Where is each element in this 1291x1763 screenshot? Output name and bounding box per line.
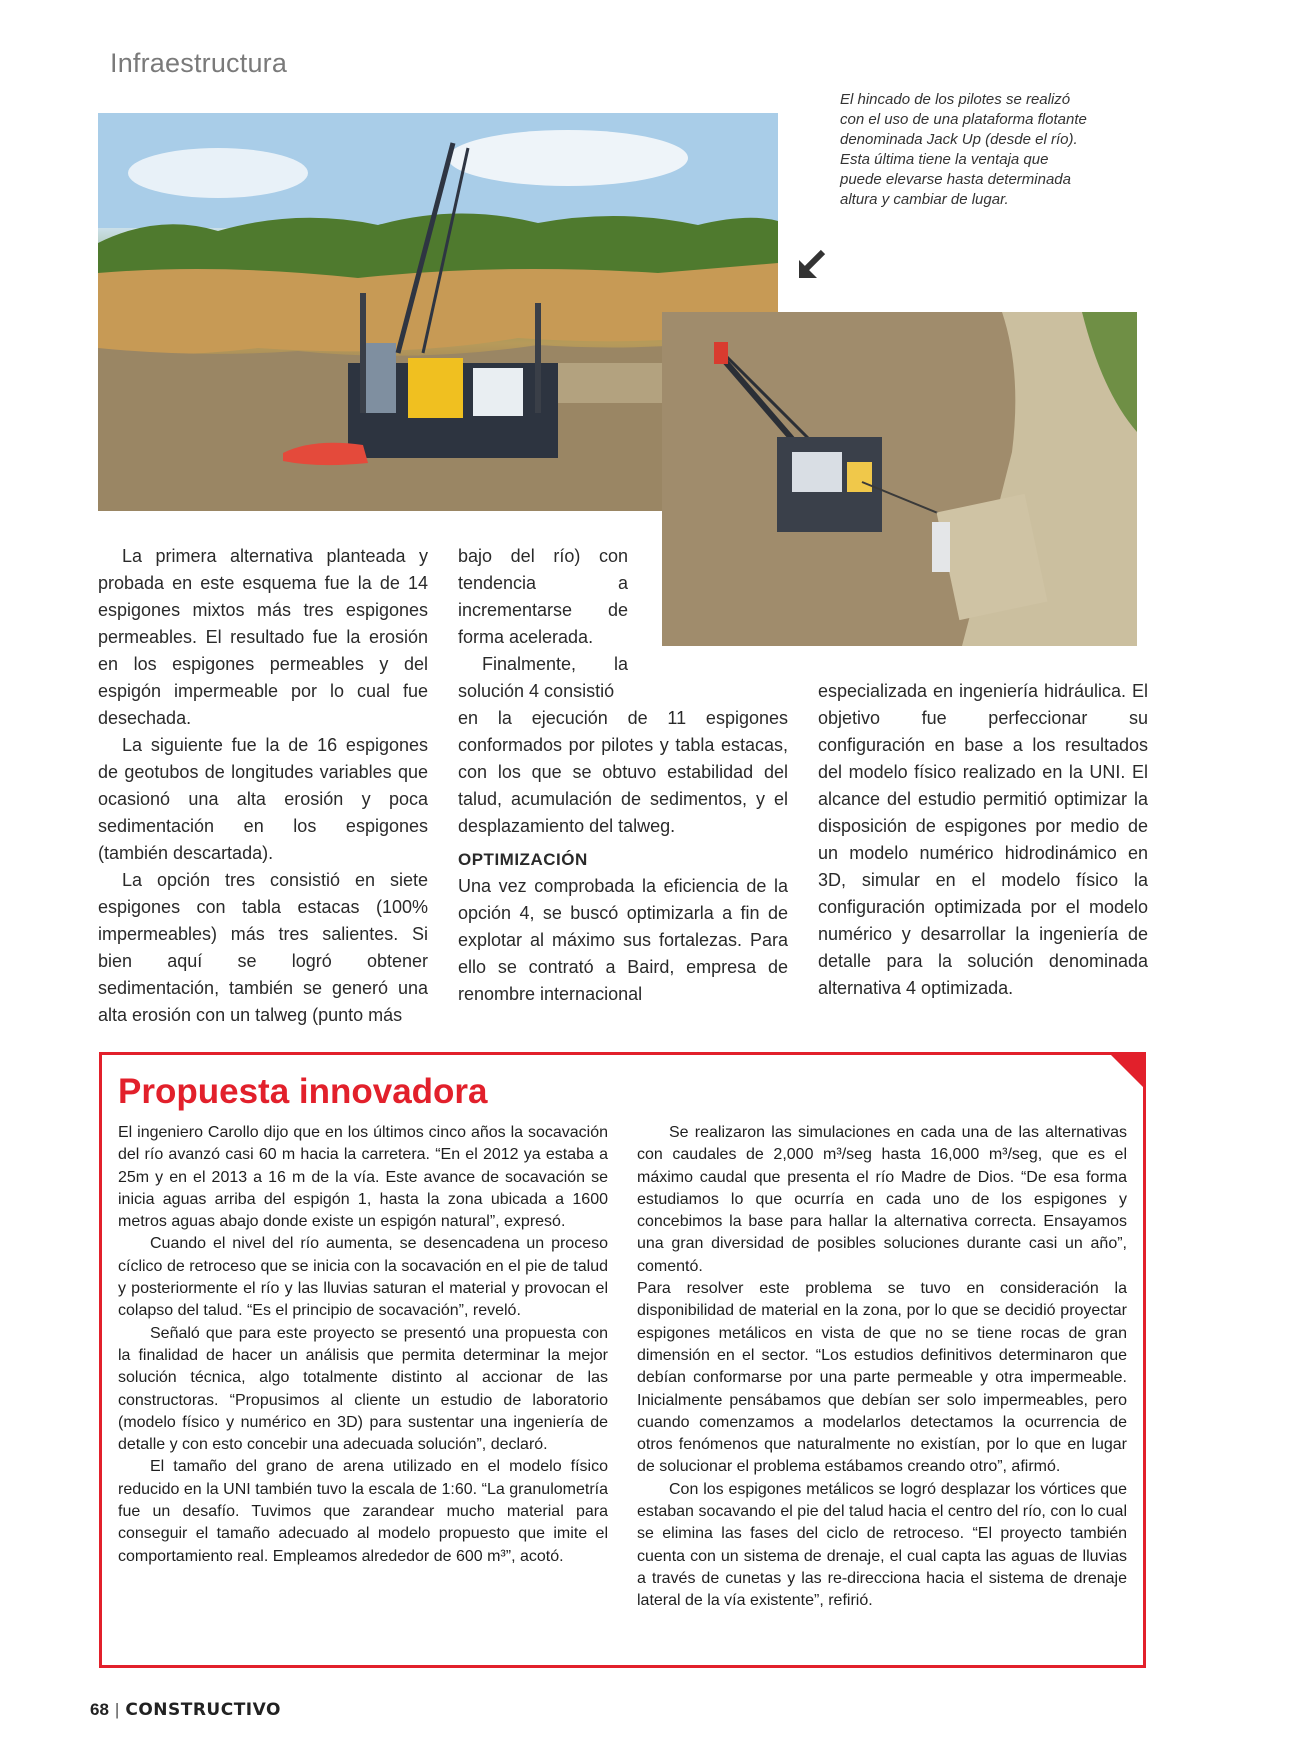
paragraph: Para resolver este problema se tuvo en consideración la disponibilidad de material en la zona, por lo que se decidió proyectar espigones metálicos en vista de que no se tiene rocas de gran dimensión en el sector. “Los estudios definitivos determinaron que debían conformarse por una parte permeable y otra impermeable. Inicialmente pensábamos que debían ser solo impermeables, pero cuando comenzamos a modelarlos detectamos la ocurrencia de otros fenómenos que naturalmente no existían, por lo que en lugar de solucionar el problema estábamos creando otro”, afirmó. (637, 1280, 1127, 1476)
photo-aerial-platform (662, 312, 1137, 646)
article-column-2 (458, 705, 788, 1008)
section-label: Infraestructura (110, 48, 288, 78)
paragraph: La primera alternativa planteada y probada en este esquema fue la de 14 espigones mixtos más tres espigones permeables. El resultado fue la erosión en los espigones permeables y del espigón impermeable por lo cual fue desechada. (98, 546, 428, 728)
sidebar-column-left (118, 1122, 608, 1568)
paragraph: La opción tres consistió en siete espigones con tabla estacas (100% impermeables) más tres salientes. Si bien aquí se logró obtener sedimentación, también se generó una alta erosión con un talweg (punto más (98, 870, 428, 1025)
paragraph: La siguiente fue la de 16 espigones de geotubos de longitudes variables que ocasionó una alta erosión y poca sedimentación en los espigones (también descartada). (98, 735, 428, 863)
paragraph: Señaló que para este proyecto se presentó una propuesta con la finalidad de hacer un análisis que permita determinar la mejor solución técnica, algo totalmente distinto al accionar de las constructoras. “Propusimos al cliente un estudio de laboratorio (modelo físico y numérico en 3D) para sustentar una ingeniería de detalle y con esto concebir una adecuada solución”, declaró. (118, 1324, 608, 1454)
article-column-1 (98, 543, 428, 1029)
paragraph: especializada en ingeniería hidráulica. El objetivo fue perfeccionar su configuración en base a los resultados del modelo físico realizado en la UNI. El alcance del estudio permitió optimizar la disposición de espigones por medio de un modelo numérico hidrodinámico en 3D, simular en el modelo físico la configuración optimizada por el modelo numérico y desarrollar la ingeniería de detalle para la solución denominada alternativa 4 optimizada. (818, 681, 1148, 998)
paragraph: Cuando el nivel del río aumenta, se desencadena un proceso cíclico de retroceso que se inicia con la socavación en el pie de talud y posteriormente el río y las lluvias saturan el material y provocan el colapso del talud. “Es el principio de socavación”, reveló. (118, 1235, 608, 1320)
article-column-3 (818, 678, 1148, 1002)
subheading-optimizacion: OPTIMIZACIÓN (458, 850, 588, 869)
paragraph: El ingeniero Carollo dijo que en los últimos cinco años la socavación del río avanzó casi 60 m hacia la carretera. “En el 2012 ya estaba a 25m y en el 2013 a 16 m de la vía. Este avance de socavación se inicia aguas arriba del espigón 1, hasta la zona ubicada a 1600 metros aguas abajo donde existe un espigón natural”, expresó. (118, 1124, 608, 1231)
magazine-name: CONSTRUCTIVO (125, 1700, 281, 1720)
arrow-down-left-icon (795, 248, 829, 282)
page-footer: 68 | CONSTRUCTIVO (90, 1700, 281, 1720)
article-column-2-narrow (458, 543, 628, 705)
paragraph: en la ejecución de 11 espigones conformados por pilotes y tabla estacas, con los que se obtuvo estabilidad del talud, acumulación de sedimentos, y el desplazamiento del talweg. (458, 708, 788, 836)
paragraph: Con los espigones metálicos se logró desplazar los vórtices que estaban socavando el pie del talud hacia el centro del río, con lo cual se elimina las fases del ciclo de retroceso. “El proyecto también cuenta con un sistema de drenaje, el cual capta las aguas de lluvias a través de cunetas y las re-direcciona hacia el sistema de drenaje lateral de la vía existente”, refirió. (637, 1480, 1127, 1610)
paragraph: Finalmente, la solución 4 consistió (458, 654, 628, 701)
page-number: 68 (90, 1700, 109, 1719)
sidebar-column-right (637, 1122, 1127, 1613)
paragraph: Se realizaron las simulaciones en cada una de las alternativas con caudales de 2,000 m³/seg hasta 16,000 m³/seg, que es el máximo caudal que presenta el río Madre de Dios. “De esa forma estudiamos lo que ocurría en cada uno de los espigones y concebimos la base para hallar la alternativa correcta. Ensayamos una gran diversidad de posibles soluciones durante casi un año”, comentó. (637, 1124, 1127, 1275)
sidebar-title: Propuesta innovadora (118, 1072, 488, 1111)
paragraph: El tamaño del grano de arena utilizado en el modelo físico reducido en la UNI también tuvo la escala de 1:60. “La granulometría fue un desafío. Tuvimos que zarandear mucho material para conseguir el tamaño adecuado al modelo propuesto que imite el comportamiento real. Empleamos alrededor de 600 m³”, acotó. (118, 1458, 608, 1565)
photo-aerial-illustration (662, 312, 1137, 646)
photo-caption: El hincado de los pilotes se realizó con el uso de una plataforma flotante denominada Jack Up (desde el río). Esta última tiene la ventaja que puede elevarse hasta determinada altura y cambiar de lugar. (840, 91, 1087, 208)
paragraph: bajo del río) con tendencia a incrementarse de forma acelerada. (458, 546, 628, 647)
paragraph: Una vez comprobada la eficiencia de la opción 4, se buscó optimizarla a fin de explotar al máximo sus fortalezas. Para ello se contrató a Baird, empresa de renombre internacional (458, 876, 788, 1004)
corner-triangle-icon (1108, 1052, 1146, 1090)
